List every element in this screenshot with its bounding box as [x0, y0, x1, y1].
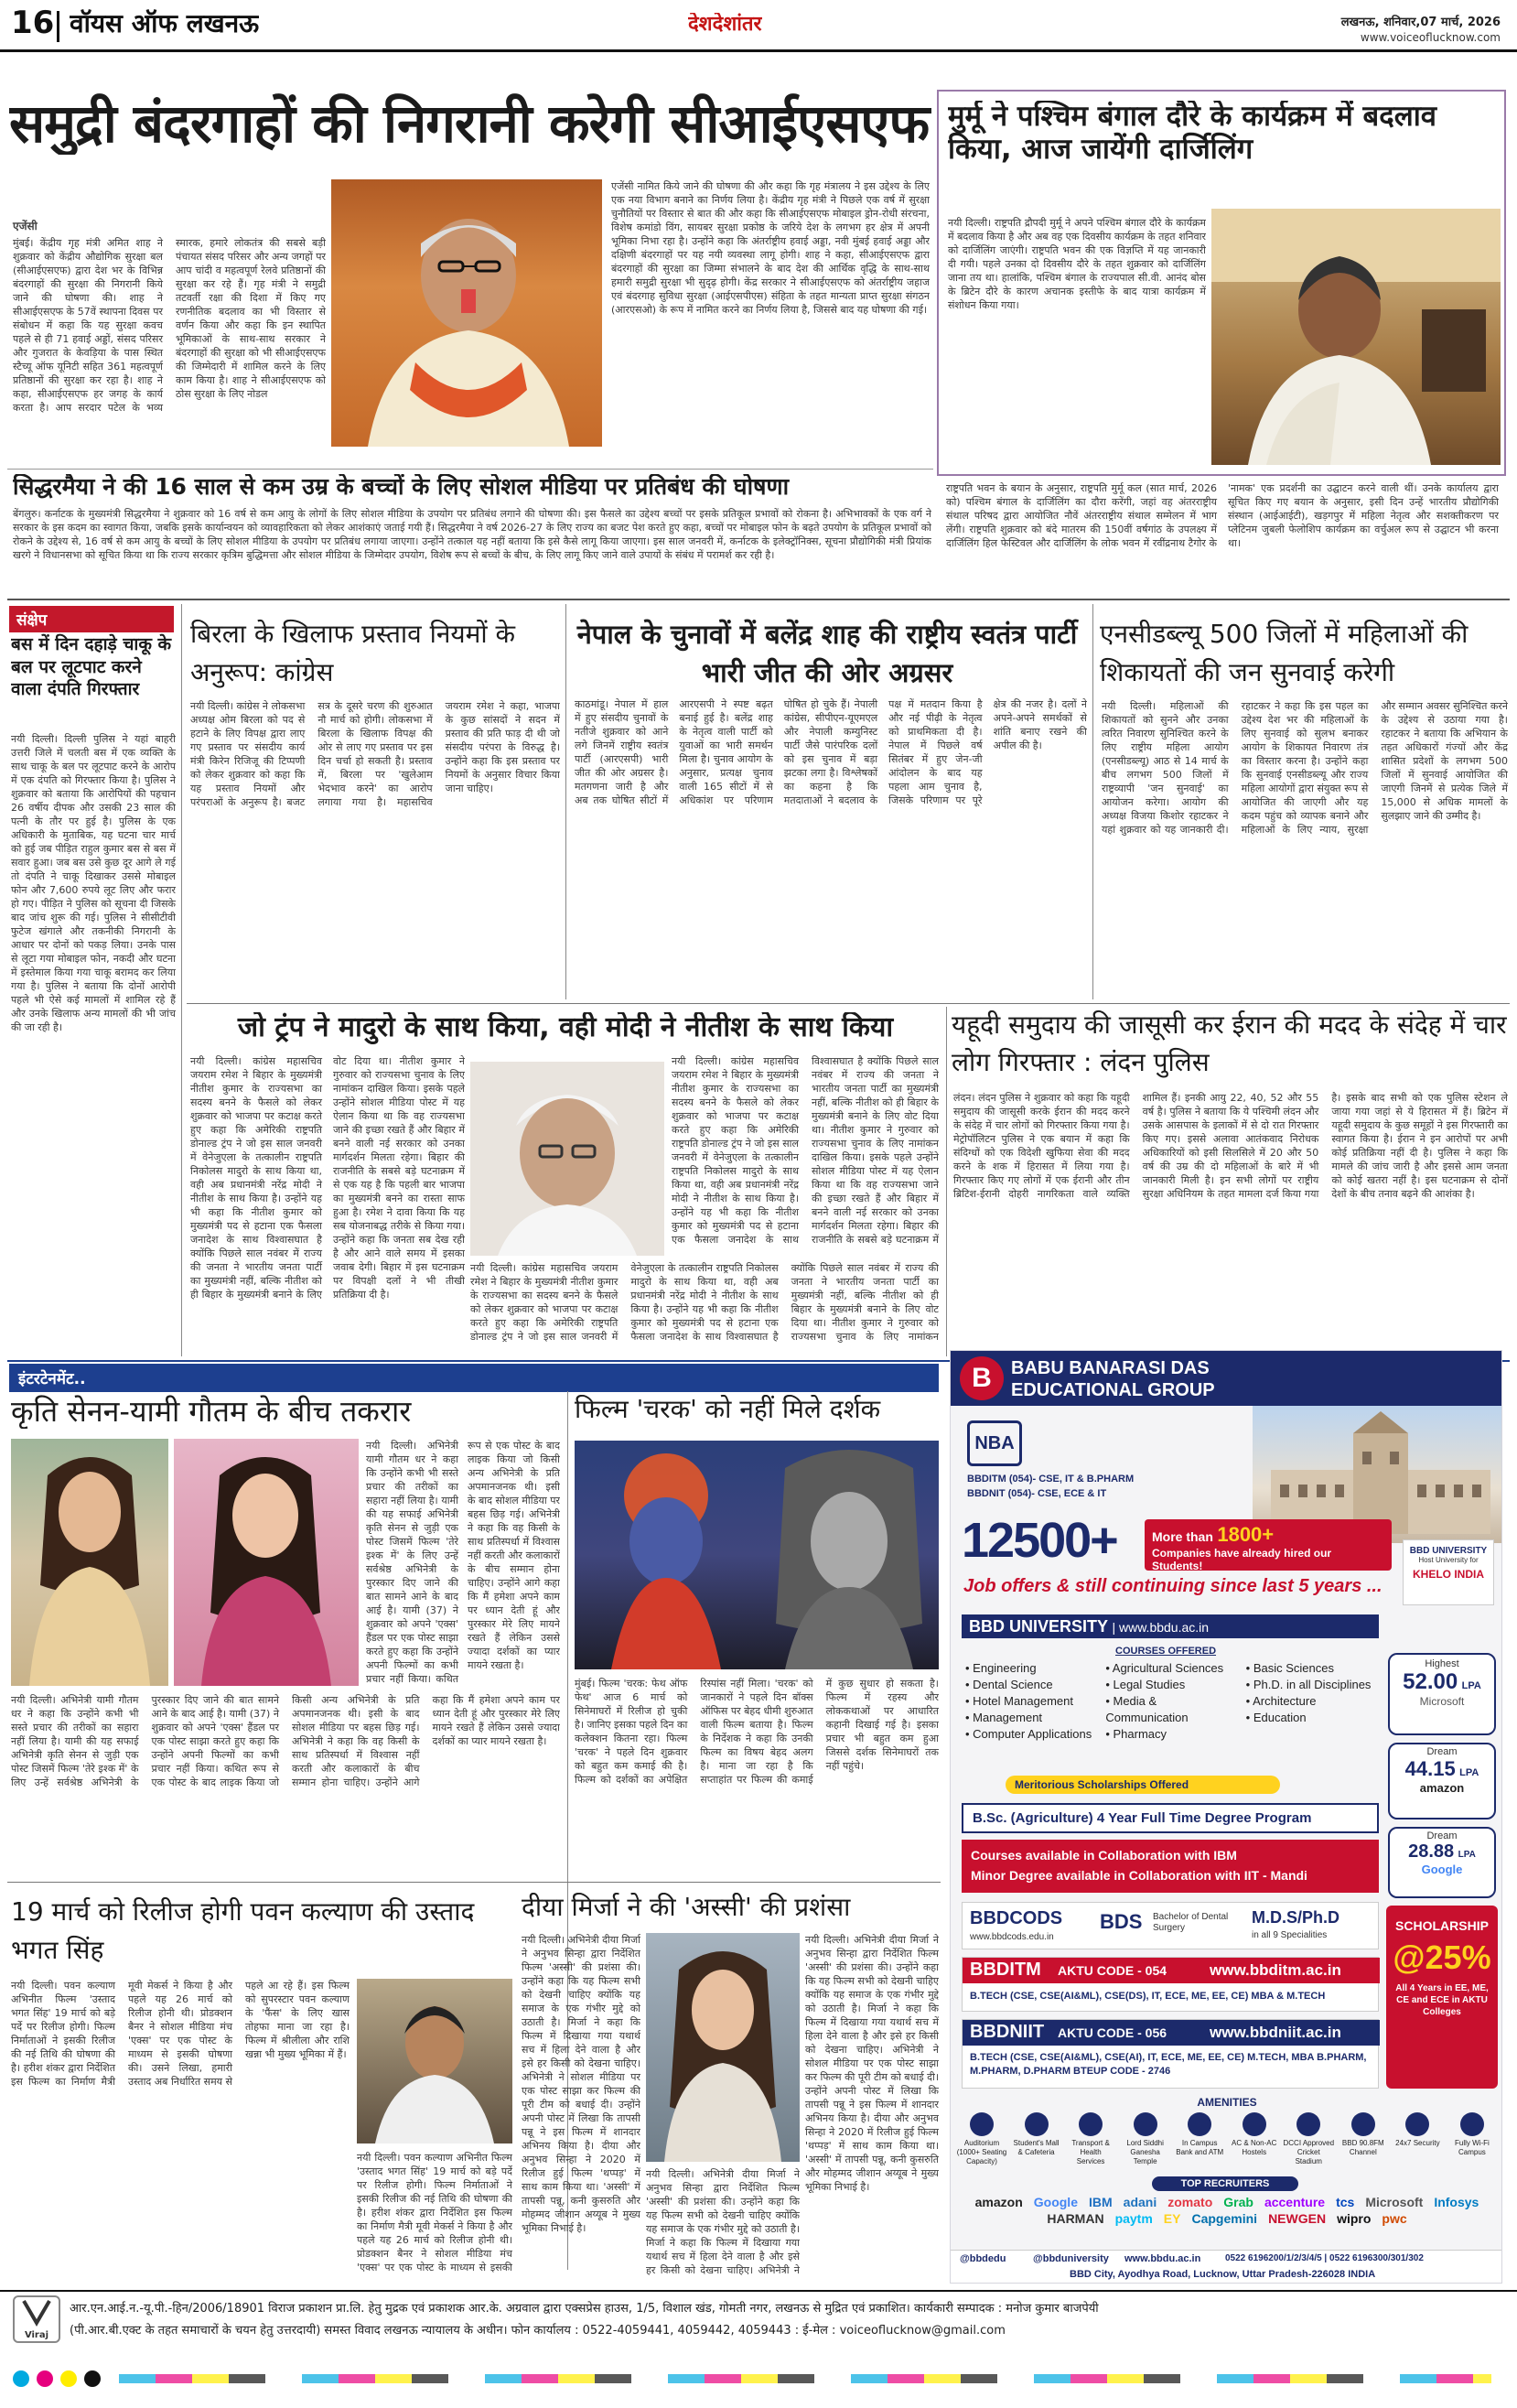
cmyk-magenta — [37, 2370, 53, 2387]
recruiter-logo: Grab — [1223, 2195, 1253, 2209]
highest-package — [1388, 1653, 1496, 1735]
amenity-label: Fully Wi-Fi Campus — [1455, 2139, 1490, 2156]
bbditm-name: BBDITM — [970, 1960, 1041, 1980]
recruiter-logo: pwc — [1382, 2211, 1407, 2226]
amenity-label: Transport & Health Services — [1071, 2139, 1110, 2165]
course-item: • Legal Studies — [1105, 1678, 1186, 1691]
ad-phone: 0522 6196200/1/2/3/4/5 | 0522 6196300/301/302 — [1225, 2253, 1424, 2263]
amit-shah-photo — [331, 179, 602, 447]
masthead — [0, 0, 1517, 51]
companies-text: Companies have already hired our Students! — [1152, 1547, 1332, 1572]
amenity-icon — [1405, 2112, 1429, 2136]
recruiter-logo: IBM — [1089, 2195, 1113, 2209]
placement-count: 12500+ — [962, 1513, 1117, 1568]
kriti-body-side: नयी दिल्ली। अभिनेत्री यामी गौतम धर ने कहा कि उन्होंने कभी भी सस्ते प्रचार की तरीकों का सहारा नहीं लिया है। यामी की यह सफाई अभिनेत्री कृति सेनन से जुड़ी एक पोस्ट जिसमें फिल्म 'तेरे इश्क में' के लिए उन्हें सर्वश्रेष्ठ अभिनेत्री के पुरस्कार दिए जाने की बात सामने आने के बाद आई है। यामी (37) ने शुक्रवार को अपने 'एक्स' हैंडल पर एक पोस्ट साझा करते हुए कहा कि उन्होंने अपनी फिल्मों का कभी प्रचार नहीं किया। कथित रूप से एक पोस्ट के बाद लाइक किया जो किसी अन्य अभिनेत्री के प्रति अपमानजनक थी। इसी के बाद सोशल मीडिया पर बहस छिड़ गई। अभिनेत्री ने कहा कि वह किसी के साथ प्रतिस्पर्धा में विश्वास नहीं करती और कलाकारों के बीच सम्मान होना चाहिए। उन्होंने आगे कहा कि मैं हमेशा अपने काम पर ध्यान देती हूं और पुरस्कार मेरे लिए मायने रखते हैं लेकिन उससे ज्यादा दर्शकों का प्यार मायने रखता है। — [366, 1440, 560, 1685]
courses-list — [965, 1660, 1379, 1770]
bbdnit-row — [962, 2019, 1379, 2089]
ad-address: BBD City, Ayodhya Road, Lucknow, Uttar Pradesh-226028 INDIA — [1070, 2269, 1376, 2280]
recruiter-logo: EY — [1163, 2211, 1181, 2226]
microsoft-logo: Microsoft — [1419, 1695, 1465, 1708]
dream2-value: 28.88 — [1408, 1841, 1455, 1862]
course-item: • Engineering — [965, 1661, 1037, 1675]
amenity-icon — [1079, 2112, 1103, 2136]
paper-name: वॉयस ऑफ लखनऊ — [70, 9, 260, 38]
trump-headline: जो ट्रंप ने मादुरो के साथ किया, वही मोदी ने नीतीश के साथ किया — [237, 1012, 894, 1043]
dia-photo — [646, 1933, 800, 2162]
mds-label: M.D.S/Ph.D — [1252, 1908, 1340, 1927]
nba-badge: NBA — [967, 1420, 1022, 1466]
cmyk-black — [84, 2370, 101, 2387]
collab-box — [962, 1840, 1379, 1893]
amenity-item — [1011, 2112, 1062, 2171]
footer-line-1: आर.एन.आई.न.-यू.पी.-हिन/2006/18901 विराज प्रकाशन प्रा.लि. हेतु मुद्रक एवं प्रकाशक आर.के. अग्रवाल द्वारा एक्सप्रेस हाउस, 1/5, विशाल खंड, गोमती नगर, लखनऊ से मुद्रित एवं प्रकाशित। कार्यकारी सम्पादक : मनोज कुमार बाजपेयी — [70, 2302, 1099, 2316]
recruiter-logo: Microsoft — [1365, 2195, 1424, 2209]
scholarship-note: All 4 Years in EE, ME, CE and ECE in AKTU Colleges — [1395, 1983, 1489, 2017]
amenity-label: AC & Non-AC Hostels — [1232, 2139, 1277, 2156]
amenity-icon — [1243, 2112, 1266, 2136]
bbditm-url: www.bbditm.ac.in — [1210, 1961, 1341, 1979]
bbdcods-row — [962, 1902, 1379, 1949]
amenity-item — [956, 2112, 1007, 2171]
london-headline: यहूदी समुदाय की जासूसी कर ईरान की मदद के संदेह में चार लोग गिरफ्तार : लंदन पुलिस — [952, 1010, 1507, 1077]
amenity-item — [1283, 2112, 1334, 2171]
collab-ibm: Courses available in Collaboration with IBM — [971, 1848, 1237, 1863]
amazon-logo: amazon — [1419, 1781, 1465, 1795]
course-item: • Dental Science — [965, 1678, 1053, 1691]
dia-headline: दीया मिर्जा ने की 'अस्सी' की प्रशंसा — [522, 1893, 851, 1922]
pawan-body-extra: नयी दिल्ली। पवन कल्याण अभिनीत फिल्म 'उस्ताद भगत सिंह' 19 मार्च को बड़े पर्दे पर रिलीज होगी। फिल्म निर्माताओं ने इसकी रिलीज की नई तिथि की घोषणा की है। हरीश शंकर द्वारा निर्देशित इस फिल्म का निर्माण मैत्री मूवी मेकर्स ने किया है और पहले यह 26 मार्च को रिलीज होनी थी। प्रोडक्शन बैनर ने सोशल मीडिया मंच 'एक्स' पर एक पोस्ट के माध्यम से इसकी — [357, 2152, 512, 2273]
collab-iit: Minor Degree available in Collaboration with IIT - Mandi — [971, 1868, 1307, 1883]
dream2-label: Dream — [1426, 1830, 1458, 1841]
social-1[interactable]: @bbdedu — [960, 2253, 1006, 2264]
univ-badge-sub: Host University for — [1418, 1556, 1479, 1564]
amenity-item — [1120, 2112, 1171, 2171]
scholarship-title: SCHOLARSHIP — [1395, 1918, 1489, 1933]
amenity-label: Lord Siddhi Ganesha Temple — [1126, 2139, 1164, 2165]
highest-unit: LPA — [1461, 1680, 1481, 1691]
nba-line-1: BBDITM (054)- CSE, IT & B.PHARM — [967, 1474, 1135, 1485]
pawan-headline: 19 मार्च को रिलीज होगी पवन कल्याण की उस्ताद भगत सिंह — [11, 1896, 475, 1965]
univ-badge-title: BBD UNIVERSITY — [1409, 1546, 1488, 1556]
sankshep-headline: बस में दिन दहाड़े चाकू के बल पर लूटपाट करने वाला दंपति गिरफ्तार — [11, 634, 172, 700]
murmu-headline: मुर्मू ने पश्चिम बंगाल दौरे के कार्यक्रम में बदलाव किया, आज जायेंगी दार्जिलिंग — [948, 101, 1436, 166]
nepal-body: काठमांडू। नेपाल में हाल में हुए संसदीय चुनावों के नतीजे शुक्रवार को आने लगे जिनमें राष्ट्रीय स्वतंत्र पार्टी (आरएसपी) भारी जीत की ओर अग्रसर है। मतगणना जारी है और अब तक घोषित सीटों में आरएसपी ने स्पष्ट बढ़त बनाई हुई है। बलेंद्र शाह के नेतृत्व वाली पार्टी को युवाओं का भारी समर्थन मिला है। चुनाव आयोग के अनुसार, प्रत्यक्ष चुनाव वाली 165 सीटों में से अधिकांश पर परिणाम घोषित हो चुके हैं। नेपाली कांग्रेस, सीपीएन-यूएमएल और नेपाली कम्युनिस्ट पार्टी जैसे पारंपरिक दलों को इस चुनाव में बड़ा झटका लगा है। विश्लेषकों का कहना है कि मतदाताओं ने बदलाव के पक्ष में मतदान किया है और नई पीढ़ी के नेतृत्व को प्राथमिकता दी है। नेपाल में पिछले वर्ष सितंबर में हुए जेन-जी आंदोलन के बाद यह पहला आम चुनाव है, जिसके परिणाम पर पूरे क्षेत्र की नजर है। दलों ने अपने-अपने समर्थकों से शांति बनाए रखने की अपील की है। — [575, 698, 1087, 806]
bbditm-courses: B.TECH (CSE, CSE(AI&ML), CSE(DS), IT, ECE, ME, EE, CE) MBA & M.TECH — [970, 1991, 1326, 2002]
amenity-label: BBD 90.8FM Channel — [1341, 2139, 1384, 2156]
london-body: लंदन। लंदन पुलिस ने शुक्रवार को कहा कि यहूदी समुदाय की जासूसी करके ईरान की मदद करने के संदेह में चार लोगों को गिरफ्तार किया गया है। मेट्रोपॉलिटन पुलिस ने एक बयान में कहा कि संदिग्धों को एक विदेशी खुफिया सेवा की मदद करने के शक में हिरासत में लिया गया है। गिरफ्तार किए गए लोगों में एक ईरानी और तीन ब्रिटिश-ईरानी दोहरी नागरिकता वाले व्यक्ति शामिल हैं। इनकी आयु 22, 40, 52 और 55 वर्ष है। पुलिस ने बताया कि ये पश्चिमी लंदन और उसके आसपास के इलाकों में से दो रात गिरफ्तार किए गए। इससे अलावा आतंकवाद निरोधक अधिकारियों को इसी सिलसिले में 20 और 50 वर्ष की उम्र की दो महिलाओं के बारे में भी जानकारी मिली है। इन सभी लोगों पर राष्ट्रीय सुरक्षा अधिनियम के तहत मामला दर्ज किया गया है। इसके बाद सभी को एक पुलिस स्टेशन ले जाया गया जहां से ये हिरासत में हैं। ब्रिटेन में यहूदी समुदाय के कुछ समूहों ने इस गिरफ्तारी का स्वागत किया है। ईरान ने इन आरोपों पर अभी कोई प्रतिक्रिया नहीं दी है। पुलिस ने कहा कि मामले की जांच जारी है और इससे आम जनता को कोई खतरा नहीं है। इस घटनाक्रम से दोनों देशों के बीच तनाव बढ़ने की आशंका है। — [953, 1092, 1508, 1200]
trump-body-col1: नयी दिल्ली। कांग्रेस महासचिव जयराम रमेश ने बिहार के मुख्यमंत्री नीतीश कुमार के राज्यसभा का सदस्य बनने के फैसले को लेकर शुक्रवार को भाजपा पर कटाक्ष करते हुए कहा कि अमेरिकी राष्ट्रपति डोनाल्ड ट्रंप ने जो इस साल जनवरी में वेनेजुएला के तत्कालीन राष्ट्रपति निकोलस मादुरो के साथ किया था, वही अब प्रधानमंत्री नरेंद्र मोदी ने नीतीश के साथ किया है। उन्होंने यह भी कहा कि नीतीश कुमार को मुख्यमंत्री पद से हटाना एक फैसला जनादेश के साथ विश्वासघात है क्योंकि पिछले साल नवंबर में राज्य की जनता ने भारतीय जनता पार्टी का मुख्यमंत्री नहीं, बल्कि नीतीश को ही बिहार के मुख्यमंत्री बनाने के लिए वोट दिया था। नीतीश कुमार ने गुरुवार को राज्यसभा चुनाव के लिए नामांकन दाखिल किया। इसके पहले उन्होंने सोशल मीडिया पोस्ट में यह ऐलान किया था कि वह राज्यसभा जाने की इच्छा रखते हैं और बिहार में बनने वाली नई सरकार को उनका मार्गदर्शन मिलता रहेगा। बिहार की राजनीति के सबसे बड़े घटनाक्रम में से एक यह है कि पहली बार भाजपा का मुख्यमंत्री बनने का रास्ता साफ हुआ है। रमेश ने दावा किया कि यह सब योजनाबद्ध तरीके से किया गया। उन्होंने कहा कि जनता सब देख रही है और आने वाले समय में इसका जवाब देगी। बिहार में इस घटनाक्रम पर विपक्षी दलों ने भी तीखी प्रतिक्रिया दी है। — [190, 1055, 465, 1301]
footer-line-2: (पी.आर.बी.एक्ट के तहत समाचारों के चयन हेतु उत्तरदायी) समस्त विवाद लखनऊ न्यायालय के अधीन। फोन कार्यालय : 0522-4059441, 4059442, 4059443 : ई-मेल : voiceoflucknow@gmail.com — [70, 2324, 1006, 2338]
scholar-ribbon: Meritorious Scholarships Offered — [1006, 1776, 1280, 1794]
dia-portrait — [646, 1933, 800, 2162]
masthead-divider — [57, 11, 59, 42]
course-item: • Management — [965, 1711, 1043, 1724]
amenity-item — [1174, 2112, 1225, 2171]
color-bar — [119, 2374, 1491, 2383]
course-item: • Hotel Management — [965, 1694, 1074, 1708]
yami-photo — [11, 1439, 168, 1686]
trump-body-right: नयी दिल्ली। कांग्रेस महासचिव जयराम रमेश ने बिहार के मुख्यमंत्री नीतीश कुमार के राज्यसभा का सदस्य बनने के फैसले को लेकर शुक्रवार को भाजपा पर कटाक्ष करते हुए कहा कि अमेरिकी राष्ट्रपति डोनाल्ड ट्रंप ने जो इस साल जनवरी में वेनेजुएला के तत्कालीन राष्ट्रपति निकोलस मादुरो के साथ किया था, वही अब प्रधानमंत्री नरेंद्र मोदी ने नीतीश के साथ किया है। उन्होंने यह भी कहा कि नीतीश कुमार को मुख्यमंत्री पद से हटाना एक फैसला जनादेश के साथ विश्वासघात है क्योंकि पिछले साल नवंबर में राज्य की जनता ने भारतीय जनता पार्टी का मुख्यमंत्री नहीं, बल्कि नीतीश को ही बिहार के मुख्यमंत्री बनाने के लिए वोट दिया था। नीतीश कुमार ने गुरुवार को राज्यसभा चुनाव के लिए नामांकन — [470, 1262, 939, 1343]
charak-photo — [575, 1441, 939, 1669]
bbdnit-url: www.bbdniit.ac.in — [1210, 2024, 1341, 2041]
murmu-body-top: नयी दिल्ली। राष्ट्रपति द्रौपदी मुर्मू ने अपने पश्चिम बंगाल दौरे के कार्यक्रम में बदलाव किया है और अब वह एक दिवसीय कार्यक्रम के तहत शनिवार को दार्जिलिंग जाएंगी। राष्ट्रपति भवन की एक विज्ञप्ति में यह जानकारी दी गयी। पहले उनका दो दिवसीय दौरे के तहत शुक्रवार को दार्जिलिंग जाना तय था। हालांकि, पश्चिम बंगाल के राज्यपाल सी.वी. आनंद बोस के ब्रिटेन दौरे के कारण अचानक इस्तीफे के बाद यात्रा कार्यक्रम में संशोधन किया गया। — [948, 217, 1206, 311]
page-number: 16 — [11, 5, 55, 41]
dream1-value: 44.15 — [1404, 1757, 1456, 1780]
highest-value: 52.00 — [1403, 1669, 1458, 1694]
recruiters-title: TOP RECRUITERS — [1152, 2176, 1298, 2191]
amenity-icon — [1460, 2112, 1484, 2136]
bbditm-code: AKTU CODE - 054 — [1058, 1963, 1167, 1978]
mds-sub: in all 9 Specialities — [1252, 1930, 1328, 1940]
viraj-logo-icon — [15, 2297, 59, 2327]
course-item: • Computer Applications — [965, 1727, 1092, 1741]
course-item: • Architecture — [1245, 1694, 1317, 1708]
recruiter-logo: HARMAN — [1047, 2211, 1104, 2226]
dia-body-left: नयी दिल्ली। अभिनेत्री दीया मिर्जा ने अनुभव सिन्हा द्वारा निर्देशित फिल्म 'अस्सी' की प्रशंसा की। उन्होंने कहा कि यह फिल्म सभी को देखनी चाहिए क्योंकि यह समाज के एक गंभीर मुद्दे को उठाती है। मिर्जा ने कहा कि फिल्म में दिखाया गया यथार्थ सच में हिला देने वाला है और इसे हर किसी को देखना चाहिए। अभिनेत्री ने सोशल मीडिया पर एक पोस्ट साझा कर फिल्म की पूरी टीम को बधाई दी। उन्होंने अपनी पोस्ट में लिखा कि तापसी पन्नू ने इस फिल्म में शानदार अभिनय किया है। दीया और अनुभव सिन्हा ने 2020 में रिलीज हुई फिल्म 'थप्पड़' में साथ काम किया था। 'अस्सी' में तापसी पन्नू, कनी कुसरुति और मोहम्मद जीशान अय्यूब ने मुख्य भूमिका निभाई है। — [522, 1934, 640, 2234]
entertainment-label: इंटरटेनमेंट.. — [9, 1364, 939, 1392]
scholarship-value: @25% — [1393, 1938, 1491, 1976]
charak-still — [575, 1441, 939, 1669]
bbdu-bar — [962, 1614, 1379, 1638]
bds-sub: Bachelor of Dental Surgery — [1153, 1912, 1229, 1933]
highest-label: Highest — [1425, 1658, 1459, 1669]
website: www.voiceoflucknow.com — [1360, 31, 1501, 44]
amenities-row — [956, 2112, 1498, 2171]
jairam-portrait — [470, 1062, 664, 1256]
charak-body: मुंबई। फिल्म 'चरक: फेथ ऑफ फेथ' आज 6 मार्च को सिनेमाघरों में रिलीज हो चुकी है। जानिए इसका पहले दिन का कलेक्शन कितना रहा। फिल्म 'चरक' ने पहले दिन शुक्रवार को बहुत कम कमाई की है। फिल्म को दर्शकों का अपेक्षित रिस्पांस नहीं मिला। 'चरक' को जानकारों ने पहले दिन बॉक्स ऑफिस पर बेहद धीमी शुरुआत वाली फिल्म बताया है। फिल्म के निर्देशक ने कहा कि उनकी फिल्म का विषय बेहद अलग है। माना जा रहा है कि सप्ताहांत पर फिल्म की कमाई में कुछ सुधार हो सकता है। फिल्म में रहस्य और लोककथाओं पर आधारित कहानी दिखाई गई है। इसका प्रचार भी बहुत कम हुआ जिससे दर्शक सिनेमाघरों तक नहीं पहुंचे। — [575, 1678, 939, 1786]
bbdu-url: | www.bbdu.ac.in — [1112, 1620, 1210, 1635]
bbdcods-url: www.bbdcods.edu.in — [970, 1932, 1054, 1942]
pawan-body: नयी दिल्ली। पवन कल्याण अभिनीत फिल्म 'उस्ताद भगत सिंह' 19 मार्च को बड़े पर्दे पर रिलीज होगी। फिल्म निर्माताओं ने इसकी रिलीज की नई तिथि की घोषणा की है। हरीश शंकर द्वारा निर्देशित इस फिल्म का निर्माण मैत्री मूवी मेकर्स ने किया है और पहले यह 26 मार्च को रिलीज होनी थी। प्रोडक्शन बैनर ने सोशल मीडिया मंच 'एक्स' पर एक पोस्ट के माध्यम से इसकी घोषणा की। उसने लिखा, हमारी उस्ताद अब निर्धारित समय से पहले आ रहे हैं। इस फिल्म को सुपरस्टार पवन कल्याण के 'फैंस' के लिए खास तोहफा माना जा रहा है। फिल्म में श्रीलीला और राशि खन्ना भी मुख्य भूमिका में हैं। — [11, 1980, 350, 2088]
kriti-photo — [174, 1439, 359, 1686]
ad-logo: B — [960, 1356, 1004, 1400]
rule-karnataka-top — [7, 469, 933, 470]
ncw-headline: एनसीडब्ल्यू 500 जिलों में महिलाओं की शिकायतों की जन सुनवाई करेगी — [1100, 619, 1469, 687]
dream-package-1 — [1388, 1743, 1496, 1819]
social-2[interactable]: @bbduniversity — [1033, 2253, 1109, 2264]
social-3[interactable]: www.bbdu.ac.in — [1124, 2253, 1201, 2264]
footer-logo — [13, 2295, 60, 2343]
karnataka-headline: सिद्धरमैया ने की 16 साल से कम उम्र के बच्चों के लिए सोशल मीडिया पर प्रतिबंध की घोषणा — [13, 474, 790, 500]
cmyk-yellow — [60, 2370, 77, 2387]
dia-body-bottom: नयी दिल्ली। अभिनेत्री दीया मिर्जा ने अनुभव सिन्हा द्वारा निर्देशित फिल्म 'अस्सी' की प्रशंसा की। उन्होंने कहा कि यह फिल्म सभी को देखनी चाहिए क्योंकि यह समाज के एक गंभीर मुद्दे को उठाती है। मिर्जा ने कहा कि फिल्म में दिखाया गया यथार्थ सच में हिला देने वाला है और इसे हर किसी को देखना चाहिए। अभिनेत्री ने — [646, 2168, 800, 2275]
khelo-india: KHELO INDIA — [1413, 1568, 1484, 1581]
amenity-icon — [1025, 2112, 1049, 2136]
amenity-icon — [970, 2112, 994, 2136]
masthead-rule — [0, 49, 1517, 52]
amenity-item — [1229, 2112, 1280, 2171]
rule-mid-1 — [7, 599, 1510, 600]
jairam-photo — [470, 1062, 664, 1256]
footer-logo-text: Viraj — [24, 2330, 49, 2340]
bbdu-title: BBD UNIVERSITY — [969, 1617, 1109, 1636]
bbdnit-courses: B.TECH (CSE, CSE(AI&ML), CSE(AI), IT, ECE, ME, EE, CE) M.TECH, MBA B.PHARM, M.PHARM, D.PHARM BTEUP CODE - 2746 — [970, 2052, 1367, 2077]
recruiter-logo: amazon — [974, 2195, 1023, 2209]
amenity-icon — [1296, 2112, 1320, 2136]
courses-title: COURSES OFFERED — [1115, 1646, 1217, 1657]
ad-contact-bar — [951, 2250, 1502, 2284]
course-item: • Basic Sciences — [1245, 1661, 1334, 1675]
kriti-headline: कृति सेनन-यामी गौतम के बीच तकरार — [11, 1395, 412, 1429]
birla-headline: बिरला के खिलाफ प्रस्ताव नियमों के अनुरूप: कांग्रेस — [190, 619, 516, 687]
bbdcods-name: BBDCODS — [970, 1908, 1063, 1928]
bbdnit-code: AKTU CODE - 056 — [1058, 2025, 1167, 2040]
pawan-portrait — [357, 1979, 512, 2143]
amenity-label: DCCI Approved Cricket Stadium — [1283, 2139, 1335, 2165]
amenity-label: In Campus Bank and ATM — [1176, 2139, 1224, 2156]
dream1-label: Dream — [1426, 1746, 1458, 1757]
yami-portrait — [11, 1439, 168, 1686]
recruiter-logo: zomato — [1167, 2195, 1213, 2209]
date-line: लखनऊ, शनिवार,07 मार्च, 2026 — [1340, 16, 1501, 29]
section-name: देशदेशांतर — [688, 13, 762, 36]
cmyk-cyan — [13, 2370, 29, 2387]
rule-mid-2 — [187, 1003, 1510, 1004]
recruiter-logo: NEWGEN — [1268, 2211, 1327, 2226]
nba-line-2: BBDNIT (054)- CSE, ECE & IT — [967, 1488, 1107, 1499]
course-item: • Ph.D. in all Disciplines — [1245, 1678, 1372, 1691]
nepal-divider — [1092, 604, 1093, 999]
lead-byline: एजेंसी — [13, 220, 38, 232]
trump-body-far-right: नयी दिल्ली। कांग्रेस महासचिव जयराम रमेश ने बिहार के मुख्यमंत्री नीतीश कुमार के राज्यसभा का सदस्य बनने के फैसले को लेकर शुक्रवार को भाजपा पर कटाक्ष करते हुए कहा कि अमेरिकी राष्ट्रपति डोनाल्ड ट्रंप ने जो इस साल जनवरी में वेनेजुएला के तत्कालीन राष्ट्रपति निकोलस मादुरो के साथ किया था, वही अब प्रधानमंत्री नरेंद्र मोदी ने नीतीश के साथ किया है। उन्होंने यह भी कहा कि नीतीश कुमार को मुख्यमंत्री पद से हटाना एक फैसला जनादेश के साथ विश्वासघात है क्योंकि पिछले साल नवंबर में राज्य की जनता ने भारतीय जनता पार्टी का मुख्यमंत्री नहीं, बल्कि नीतीश को ही बिहार के मुख्यमंत्री बनाने के लिए वोट दिया था। नीतीश कुमार ने गुरुवार को राज्यसभा चुनाव के लिए नामांकन दाखिल किया। इसके पहले उन्होंने सोशल मीडिया पोस्ट में यह ऐलान किया था कि वह राज्यसभा जाने की इच्छा रखते हैं और बिहार में बनने वाली नई सरकार को उनका मार्गदर्शन मिलता रहेगा। बिहार की राजनीति के सबसे बड़े घटनाक्रम में — [672, 1055, 939, 1246]
amenity-label: 24x7 Security — [1395, 2139, 1440, 2147]
ncw-body: नयी दिल्ली। महिलाओं की शिकायतों को सुनने और उनका त्वरित निवारण सुनिश्चित करने के लिए राष्ट्रीय महिला आयोग (एनसीडब्ल्यू) आठ से 14 मार्च के बीच लगभग 500 जिलों में राष्ट्रव्यापी 'जन सुनवाई' का आयोजन करेगा। आयोग की अध्यक्ष विजया किशोर रहाटकर ने यहां शुक्रवार को यह जानकारी दी। रहाटकर ने कहा कि इस पहल का उद्देश्य देश भर की महिलाओं के लिए सुनवाई को सुलभ बनाकर आयोग के शिकायत निवारण तंत्र का विस्तार करना है। उन्होंने कहा कि सुनवाई एनसीडब्ल्यू और राज्य महिला आयोगों द्वारा संयुक्त रूप से आयोजित की जाएगी और यह कदम पहुंच को व्यापक बनाने और महिलाओं के लिए न्याय, सुरक्षा और सम्मान अवसर सुनिश्चित करने के उद्देश्य से उठाया गया है। रहाटकर ने बताया कि अभियान के तहत अधिकारों गंज्यों और केंद्र शासित प्रदेशों के लगभग 500 जिलों में सुनवाई आयोजित की जाएगी जिनमें से प्रत्येक जिले में 15,000 से अधिक मामलों के सुलझाए जाने की उम्मीद है। — [1102, 700, 1508, 836]
bbditm-row — [962, 1957, 1379, 2012]
sankshep-label: संक्षेप — [9, 606, 174, 632]
google-logo: Google — [1421, 1863, 1463, 1876]
sankshep-divider — [181, 604, 182, 1356]
course-item: • Pharmacy — [1105, 1727, 1167, 1741]
scholarship-box — [1386, 1906, 1498, 2089]
recruiter-logo: tcs — [1336, 2195, 1355, 2209]
murmu-photo — [1211, 209, 1501, 465]
recruiter-logo: accenture — [1264, 2195, 1326, 2209]
amenity-item — [1392, 2112, 1443, 2171]
murmu-body-bottom-text: राष्ट्रपति भवन के बयान के अनुसार, राष्ट्रपति मुर्मू कल (सात मार्च, 2026 को) पश्चिम बंगाल के दार्जिलिंग का दौरा करेंगी, जहां वह अंतरराष्ट्रीय संथाल परिषद द्वारा आयोजित नौवें अंतरराष्ट्रीय संथाल सम्मेलन में भाग लेंगी। राष्ट्रपति शुक्रवार को बंदे मातरम की 150वीं वर्षगांठ के उपलक्ष्य में दार्जिलिंग हिल फेस्टिवल और दार्जिलिंग के लोक भवन में रवींद्रनाथ टैगोर के 'नामक' एक प्रदर्शनी का उद्घाटन करने वाली थीं। उनके कार्यालय द्वारा सूचित किए गए बयान के अनुसार, इसी दिन उन्हें भारतीय प्रौद्योगिकी संस्थान (आईआईटी), खड़गपुर में महिला नेतृत्व और सशक्तीकरण पर प्लेटिनम जुबली फेलोशिप कार्यक्रम का वर्चुअल रूप से उद्घाटन भी करना था। — [946, 482, 1499, 549]
amenities-title: AMENITIES — [1197, 2096, 1257, 2109]
footer-rule — [0, 2290, 1517, 2292]
lead-headline: समुद्री बंदरगाहों की निगरानी करेगी सीआईएसएफ — [9, 93, 930, 155]
pawan-photo — [357, 1979, 512, 2143]
dream-package-2 — [1388, 1827, 1496, 1898]
companies-number: 1800+ — [1217, 1523, 1275, 1546]
course-item: • Media & Communication — [1105, 1694, 1189, 1724]
dia-body-right: नयी दिल्ली। अभिनेत्री दीया मिर्जा ने अनुभव सिन्हा द्वारा निर्देशित फिल्म 'अस्सी' की प्रशंसा की। उन्होंने कहा कि यह फिल्म सभी को देखनी चाहिए क्योंकि यह समाज के एक गंभीर मुद्दे को उठाती है। मिर्जा ने कहा कि फिल्म में दिखाया गया यथार्थ सच में हिला देने वाला है और इसे हर किसी को देखना चाहिए। अभिनेत्री ने सोशल मीडिया पर एक पोस्ट साझा कर फिल्म की पूरी टीम को बधाई दी। उन्होंने अपनी पोस्ट में लिखा कि तापसी पन्नू ने इस फिल्म में शानदार अभिनय किया है। दीया और अनुभव सिन्हा ने 2020 में रिलीज हुई फिल्म 'थप्पड़' में साथ काम किया था। 'अस्सी' में तापसी पन्नू, कनी कुसरुति और मोहम्मद जीशान अय्यूब ने मुख्य भूमिका निभाई है। — [805, 1934, 939, 2193]
amenity-label: Auditorium (1000+ Seating Capacity) — [956, 2139, 1007, 2165]
ad-group-sub: EDUCATIONAL GROUP — [1011, 1380, 1215, 1400]
bds-label: BDS — [1100, 1910, 1143, 1933]
birla-divider — [565, 604, 566, 999]
nepal-headline: नेपाल के चुनावों में बलेंद्र शाह की राष्ट्रीय स्वतंत्र पार्टी भारी जीत की ओर अग्रसर — [576, 619, 1078, 689]
amenity-icon — [1188, 2112, 1211, 2136]
course-item: • Agricultural Sciences — [1105, 1661, 1224, 1675]
bbdnit-name: BBDNIIT — [970, 2022, 1045, 2042]
kriti-body: नयी दिल्ली। अभिनेत्री यामी गौतम धर ने कहा कि उन्होंने कभी भी सस्ते प्रचार की तरीकों का सहारा नहीं लिया है। यामी की यह सफाई अभिनेत्री कृति सेनन से जुड़ी एक पोस्ट जिसमें फिल्म 'तेरे इश्क में' के लिए उन्हें सर्वश्रेष्ठ अभिनेत्री के पुरस्कार दिए जाने की बात सामने आने के बाद आई है। यामी (37) ने शुक्रवार को अपने 'एक्स' हैंडल पर एक पोस्ट साझा करते हुए कहा कि उन्होंने अपनी फिल्मों का कभी प्रचार नहीं किया। कथित रूप से एक पोस्ट के बाद लाइक किया जो किसी अन्य अभिनेत्री के प्रति अपमानजनक थी। इसी के बाद सोशल मीडिया पर बहस छिड़ गई। अभिनेत्री ने कहा कि वह किसी के साथ प्रतिस्पर्धा में विश्वास नहीं करती और कलाकारों के बीच सम्मान होना चाहिए। उन्होंने आगे कहा कि मैं हमेशा अपने काम पर ध्यान देती हूं और पुरस्कार मेरे लिए मायने रखते हैं लेकिन उससे ज्यादा दर्शकों का प्यार मायने रखता है। — [11, 1694, 560, 1788]
lead-body-caption-text: एजेंसी नामित किये जाने की घोषणा की और कहा कि गृह मंत्रालय ने इस उद्देश्य के लिए एक नया विभाग बनाने का निर्णय लिया है। केंद्रीय गृह मंत्री ने पिछले एक वर्ष में सुरक्षा चुनौतियों पर विस्तार से बात की और कहा कि सीआईएसएफ मोबाइल ड्रोन-रोधी संरचना, विशेष कमांडो विंग, सायबर सुरक्षा प्रकोष्ठ के जरिये देश के लगभग हर क्षेत्र में अपनी भूमिका निभा रहा है। उन्होंने कहा कि अंतर्राष्ट्रीय हवाई अड्डा, नवी मुंबई हवाई अड्डा और दक्षिणी बंदरगाहों पर यह नयी व्यवस्था लागू होगी। शाह ने कहा, सीआईएसएफ द्वारा बंदरगाहों की सुरक्षा का जिम्मा संभालने के बाद देश की आर्थिक वृद्धि के साथ-साथ हमारी समुद्री सुरक्षा भी सुदृढ़ होगी। केंद्र सरकार ने सीआईएसएफ को अंतर्राष्ट्रीय जहाज एवं बंदरगाह सुविधा सुरक्षा (आईएसपीएस) संहिता के तहत मान्यता प्राप्त सुरक्षा संगठन (आरएसओ) के रूप में नामित करने का निर्णय लिया है, जिससे बाद यह घोषणा की गई। — [611, 180, 930, 316]
recruiter-logo: wipro — [1337, 2211, 1372, 2226]
ad-tagline: Job offers & still continuing since last 5 years ... — [963, 1576, 1383, 1596]
univ-badge — [1403, 1539, 1494, 1605]
recruiter-logo: Capgemini — [1191, 2211, 1258, 2226]
lead-body-left: मुंबई। केंद्रीय गृह मंत्री अमित शाह ने शुक्रवार को केंद्रीय औद्योगिक सुरक्षा बल (सीआईएसएफ) द्वारा देश भर के विभिन्न बंदरगाहों की सुरक्षा की निगरानी किये जाने की घोषणा की। शाह ने सीआईएसएफ के 57वें स्थापना दिवस पर संबोधन में कहा कि यह सुरक्षा कवच पहले से ही 71 हवाई अड्डों, संसद परिसर और गुजरात के केवड़िया के पास स्थित स्टैच्यू ऑफ यूनिटी सहित 361 महत्वपूर्ण प्रतिष्ठानों की सुरक्षा कर रहा है। शाह ने कहा, सीआईएसएफ हर जगह के कार्य करता है। आप सरदार पटेल के भव्य स्मारक, हमारे लोकतंत्र की सबसे बड़ी पंचायत संसद परिसर और अन्य जगहों पर आप चांदी व महत्वपूर्ण रेलवे प्रतिष्ठानों की सुरक्षा कर रहे हैं। गृह मंत्री ने समुद्री तटवर्ती रक्षा की दिशा में किए गए रणनीतिक बदलाव का भी विस्तार से वर्णन किया और कहा कि इन स्थापित भूमिकाओं के साथ-साथ सरकार ने बंदरगाहों की सुरक्षा को भी सीआईएसएफ की जिम्मेदारी में शामिल करने के लिए काम किया है। शाह ने सीआईएसएफ को ठोस सुरक्षा के लिए नोडल — [13, 237, 326, 414]
sankshep-body: नयी दिल्ली। दिल्ली पुलिस ने यहां बाहरी उत्तरी जिले में चलती बस में एक व्यक्ति के साथ चाकू के बल पर लूटपाट करने के आरोप में एक दंपति को गिरफ्तार किया है। पुलिस ने शुक्रवार को बताया कि आरोपियों की पहचान 26 वर्षीय दीपक और उसकी 23 साल की पत्नी के तौर पर हुई है। पुलिस के एक अधिकारी के मुताबिक, यह घटना चार मार्च को हुई जब पीड़ित राहुल कुमार बस से बस में सवार हुआ। जब बस उसे कुछ दूर आगे ले गई तो दंपति ने चाकू दिखाकर उससे मोबाइल फोन और 7,600 रुपये लूट लिए और फरार हो गए। पीड़ित ने पुलिस को सूचना दी जिसके बाद जांच शुरू की गई। पुलिस ने सीसीटीवी फुटेज खंगाले और तकनीकी निगरानी के आधार पर दोनों को पकड़ लिया। उनके पास से लूटा गया मोबाइल फोन, नकदी और घटना में इस्तेमाल किया गया चाकू बरामद कर लिया गया है। पुलिस ने बताया कि दोनों आरोपी पहले भी ऐसे कई मामलों में शामिल रहे हैं और उनके खिलाफ अन्य मामलों की भी जांच की जा रही है। — [11, 733, 176, 1033]
recruiters-row — [962, 2195, 1492, 2246]
recruiter-logo: Google — [1033, 2195, 1078, 2209]
birla-body: नयी दिल्ली। कांग्रेस ने लोकसभा अध्यक्ष ओम बिरला को पद से हटाने के लिए विपक्ष द्वारा लाए गए प्रस्ताव पर संसदीय कार्य मंत्री किरेन रिजिजू की टिप्पणी को लेकर शुक्रवार को कहा कि यह प्रस्ताव नियमों और परंपराओं के अनुरूप है। बजट सत्र के दूसरे चरण की शुरुआत नौ मार्च को होगी। लोकसभा में बिरला के खिलाफ विपक्ष की ओर से लाए गए प्रस्ताव पर इस दिन चर्चा हो सकती है। प्रस्ताव में, बिरला पर 'खुलेआम भेदभाव करने' का आरोप लगाया गया है। महासचिव जयराम रमेश ने कहा, भाजपा के कुछ सांसदों ने सदन में प्रस्ताव की प्रति फाड़ दी थी जो संसदीय परंपरा के विरुद्ध है। उन्होंने कहा कि इस प्रस्ताव पर नियमों के अनुसार विचार किया जाना चाहिए। — [190, 700, 560, 808]
ad-group-name: BABU BANARASI DAS — [1011, 1358, 1210, 1378]
recruiter-logo: Infosys — [1434, 2195, 1479, 2209]
rule-ent-mid — [7, 1882, 941, 1883]
amenity-item — [1065, 2112, 1116, 2171]
companies-box — [1145, 1519, 1392, 1571]
murmu-portrait — [1211, 209, 1501, 465]
charak-headline: फिल्म 'चरक' को नहीं मिले दर्शक — [575, 1395, 881, 1424]
trump-divider — [946, 1007, 947, 1356]
amenity-label: Student's Mall & Cafeteria — [1013, 2139, 1060, 2156]
amit-shah-portrait — [331, 179, 602, 447]
kriti-portrait — [174, 1439, 359, 1686]
more-than-label: More than — [1152, 1529, 1213, 1544]
amenity-icon — [1351, 2112, 1375, 2136]
dream1-unit: LPA — [1459, 1767, 1479, 1778]
course-item: • Education — [1245, 1711, 1307, 1724]
bbd-advertisement[interactable] — [950, 1350, 1502, 2284]
amenity-item — [1338, 2112, 1389, 2171]
recruiter-logo: adani — [1123, 2195, 1157, 2209]
recruiter-logo: paytm — [1114, 2211, 1153, 2226]
karnataka-body: बेंगलुरु। कर्नाटक के मुख्यमंत्री सिद्धरमैया ने शुक्रवार को 16 वर्ष से कम आयु के लोगों के लिए सोशल मीडिया के उपयोग पर प्रतिबंध लगाने की घोषणा की। इस फैसले का उद्देश्य बच्चों पर इसके प्रतिकूल प्रभावों को रोकना है। अभिभावकों के एक वर्ग ने सरकार के इस कदम का स्वागत किया, जबकि इसके कार्यान्वयन को व्यावहारिकता को लेकर आशंकाएं जताई गयी हैं। सिद्धरमैया ने वर्ष 2026-27 के लिए राज्य का बजट पेश करते हुए कहा, बच्चों पर मोबाइल फोन के बढ़ते उपयोग के प्रतिकूल प्रभावों को रोकने के उद्देश्य से, 16 वर्ष से कम आयु के बच्चों के लिए सोशल मीडिया के उपयोग पर प्रतिबंध लगाया जाएगा। उन्होंने तत्काल यह नहीं बताया कि इसे कैसे लागू किया जाएगा। इस साल जनवरी में, कर्नाटक के इलेक्ट्रॉनिक्स, सूचना प्रौद्योगिकी मंत्री प्रियांक खरगे ने विधानसभा को सूचित किया था कि राज्य सरकार कृत्रिम बुद्धिमत्ता और सोशल मीडिया के जिम्मेदार उपयोग, विशेष रूप से बच्चों के बीच, के लिए लागू किए जाने वाले उपायों के संबंध में परामर्श कर रही है। — [13, 508, 931, 561]
color-registration-strip — [0, 2354, 1517, 2408]
agri-banner: B.Sc. (Agriculture) 4 Year Full Time Degree Program — [962, 1803, 1379, 1833]
dream2-unit: LPA — [1458, 1850, 1476, 1860]
amenity-icon — [1134, 2112, 1157, 2136]
amenity-item — [1447, 2112, 1498, 2171]
